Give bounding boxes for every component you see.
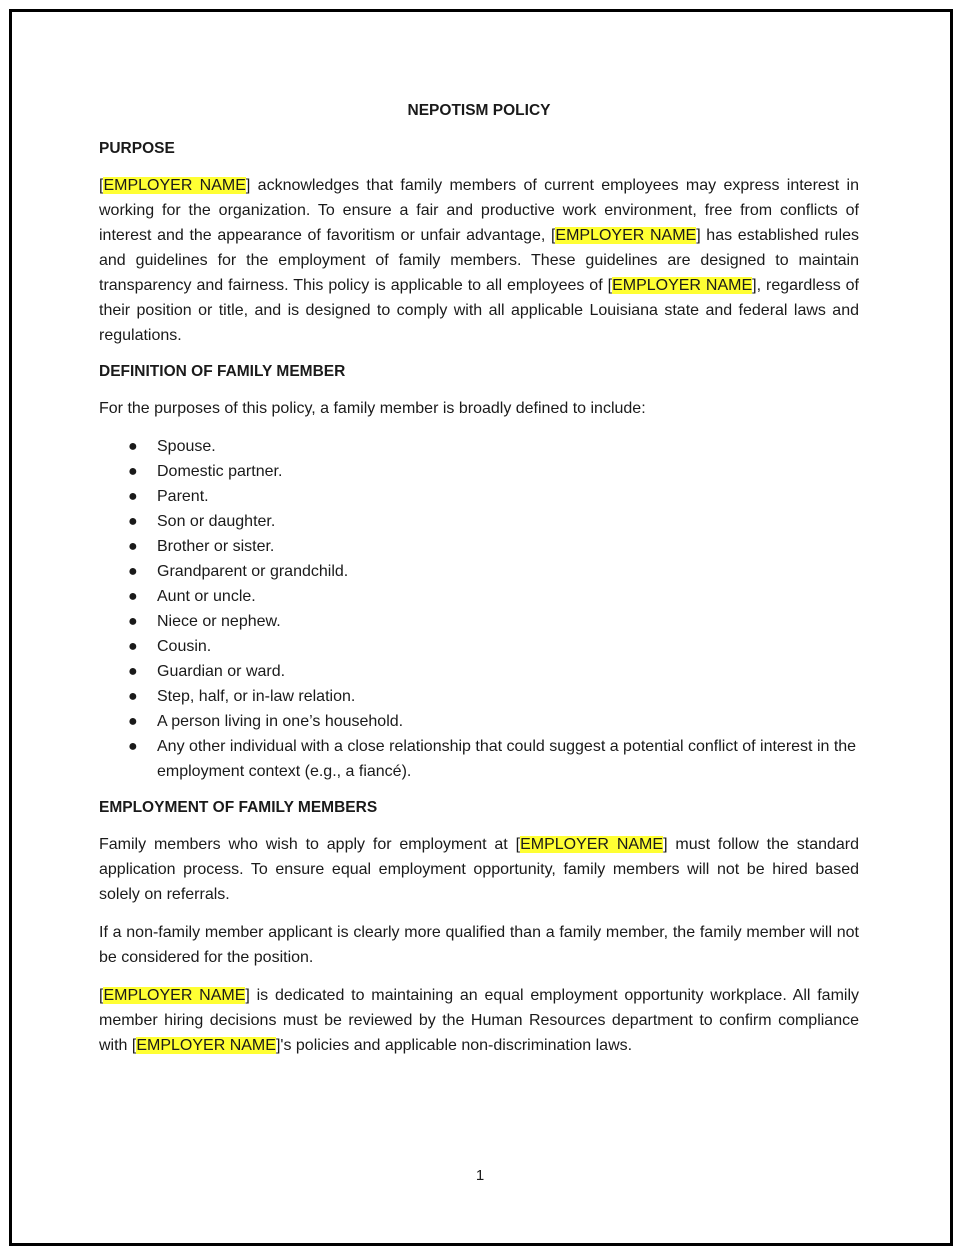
document-body [99, 100, 859, 1071]
bullet-icon: ● [128, 488, 138, 505]
list-item: ● Step, half, or in-law relation. [99, 684, 859, 709]
family-member-list [99, 434, 859, 784]
bullet-icon: ● [128, 663, 138, 680]
bullet-icon: ● [128, 688, 138, 705]
list-item: ● Aunt or uncle. [99, 584, 859, 609]
list-item: ● Brother or sister. [99, 534, 859, 559]
list-item: ● Any other individual with a close relationship that could suggest a potential conflict of interest in the employment context (e.g., a fiancé). [99, 734, 859, 784]
list-item: ● Guardian or ward. [99, 659, 859, 684]
employment-paragraph-2: If a non-family member applicant is clearly more qualified than a family member, the family member will not be considered for the position. [99, 924, 859, 966]
bullet-icon: ● [128, 738, 138, 755]
purpose-text-3: , regardless of their position or title, and is designed to comply with all applicable Louisiana state and federal laws and regulations. [99, 277, 859, 344]
definition-intro: For the purposes of this policy, a family member is broadly defined to include: [99, 400, 646, 417]
page-number: 1 [475, 1167, 485, 1184]
employment-paragraph-1: Family members who wish to apply for employment at [EMPLOYER NAME] must follow the standard application process. To ensure equal employment opportunity, family members will not be hired based solely on referrals. [99, 836, 860, 903]
bullet-icon: ● [128, 588, 138, 605]
employer-name-placeholder: EMPLOYER NAME [136, 1037, 276, 1054]
list-item: ● Grandparent or grandchild. [99, 559, 859, 584]
document-title: NEPOTISM POLICY [407, 102, 551, 119]
list-item: ● Parent. [99, 484, 859, 509]
list-item: ● Cousin. [99, 634, 859, 659]
purpose-text-2: has established rules and guidelines for the employment of family members. These guidelines are designed to maintain transparency and fairness. This policy is applicable to all employees of [99, 227, 860, 294]
bullet-icon: ● [128, 713, 138, 730]
bullet-icon: ● [128, 638, 138, 655]
list-item: ● Niece or nephew. [99, 609, 859, 634]
bullet-icon: ● [128, 563, 138, 580]
employer-name-placeholder: EMPLOYER NAME [520, 836, 664, 853]
employer-name-placeholder: EMPLOYER NAME [103, 987, 246, 1004]
bullet-icon: ● [128, 463, 138, 480]
bullet-icon: ● [128, 438, 138, 455]
employment-heading: EMPLOYMENT OF FAMILY MEMBERS [99, 799, 378, 816]
bullet-icon: ● [128, 513, 138, 530]
purpose-text-1: acknowledges that family members of current employees may express interest in working for the organization. To ensure a fair and productive work environment, free from conflicts of interest and the appearance of favoritism or unfair advantage, [99, 177, 860, 244]
employer-name-placeholder: EMPLOYER NAME [555, 227, 697, 244]
list-item: ● Domestic partner. [99, 459, 859, 484]
employer-name-placeholder: EMPLOYER NAME [103, 177, 246, 194]
list-item: ● Spouse. [99, 434, 859, 459]
definition-heading: DEFINITION OF FAMILY MEMBER [99, 363, 346, 380]
employer-name-placeholder: EMPLOYER NAME [612, 277, 753, 294]
list-item: ● A person living in one’s household. [99, 709, 859, 734]
bullet-icon: ● [128, 538, 138, 555]
list-item: ● Son or daughter. [99, 509, 859, 534]
bullet-icon: ● [128, 613, 138, 630]
employment-paragraph-3: [EMPLOYER NAME] is dedicated to maintaining an equal employment opportunity workplace. All family member hiring decisions must be reviewed by the Human Resources department to confirm compliance with [EMPLOYER NAME]'s policies and applicable non-discrimination laws. [99, 987, 860, 1054]
purpose-paragraph: [EMPLOYER NAME] acknowledges that family members of current employees may express interest in working for the organization. To ensure a fair and productive work environment, free from conflicts of interest and the appearance of favoritism or unfair advantage, [EMPLOYER NAME] has established rules and guidelines for the employment of family members. These guidelines are designed to maintain transparency and fairness. This policy is applicable to all employees of [EMPLOYER NAME], regardless of their position or title, and is designed to comply with all applicable Louisiana state and federal laws and regulations. [99, 177, 860, 344]
purpose-heading: PURPOSE [99, 140, 175, 157]
